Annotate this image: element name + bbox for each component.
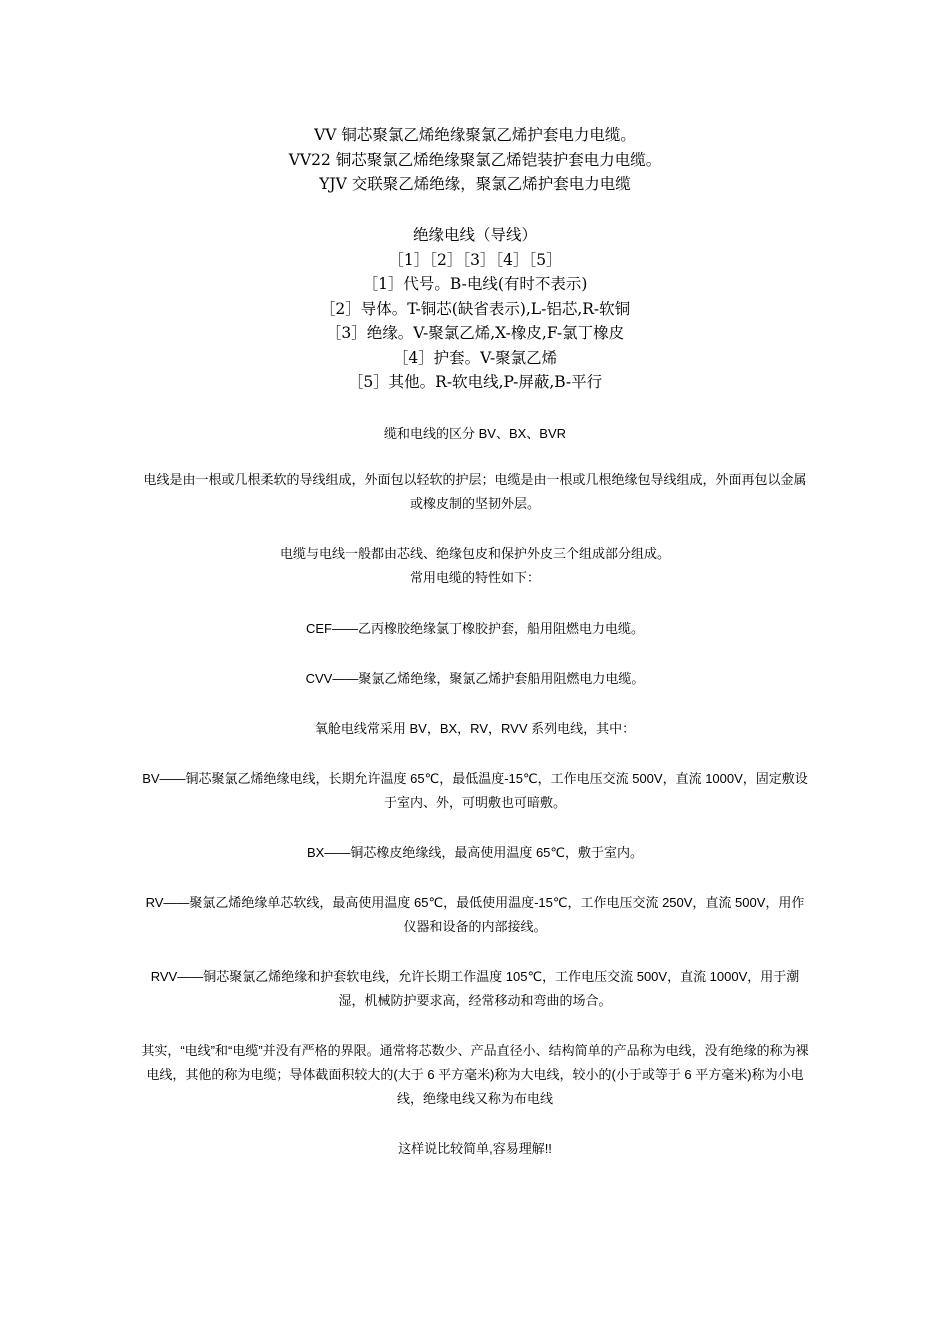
definition-paragraph: 电线是由一根或几根柔软的导线组成，外面包以轻软的护层；电缆是由一根或几根绝缘包导线组成，外面再包以金属或橡皮制的坚韧外层。	[143, 472, 807, 511]
power-cable-type-list	[0, 123, 950, 197]
wire-vs-cable-note: 其实，“电线”和“电缆”并没有严格的界限。通常将芯数少、产品直径小、结构简单的产品称为电线，没有绝缘的称为裸电线，其他的称为电缆；导体截面积较大的(大于 6 平方毫米)称为大电线，较小的(小于或等于 6 平方毫米)称为小电线，绝缘电线又称为布电线	[141, 1043, 809, 1106]
rv-paragraph: RV——聚氯乙烯绝缘单芯软线，最高使用温度 65℃，最低使用温度-15℃，工作电压交流 250V，直流 500V，用作仪器和设备的内部接线。	[145, 895, 805, 934]
rvv-paragraph: RVV——铜芯聚氯乙烯绝缘和护套软电线，允许长期工作温度 105℃，工作电压交流 500V，直流 1000V，用于潮湿，机械防护要求高，经常移动和弯曲的场合。	[150, 969, 800, 1008]
wire-spec-item-sheath: ［4］护套。V-聚氯乙烯	[392, 348, 558, 367]
oxygen-cabin-paragraph: 氧舱电线常采用 BV，BX，RV，RVV 系列电线，其中：	[314, 721, 636, 736]
cable-type-vv: VV 铜芯聚氯乙烯绝缘聚氯乙烯护套电力电缆。	[314, 126, 636, 144]
cable-type-yjv: YJV 交联聚乙烯绝缘，聚氯乙烯护套电力电缆	[319, 175, 631, 193]
wire-spec-item-conductor: ［2］导体。T-铜芯(缺省表示),L-铝芯,R-软铜	[319, 299, 631, 318]
bx-paragraph: BX——铜芯橡皮绝缘线，最高使用温度 65℃，敷于室内。	[306, 845, 643, 860]
wire-spec-title: 绝缘电线（导线）	[412, 226, 537, 244]
wire-spec-item-other: ［5］其他。R-软电线,P-屏蔽,B-平行	[347, 373, 603, 391]
composition-paragraph	[140, 542, 810, 590]
insulated-wire-spec	[0, 223, 950, 395]
bv-paragraph: BV——铜芯聚氯乙烯绝缘电线，长期允许温度 65℃，最低温度-15℃，工作电压交流 500V，直流 1000V，固定敷设于室内、外，可明敷也可暗敷。	[142, 771, 808, 810]
cef-paragraph: CEF——乙丙橡胶绝缘氯丁橡胶护套，船用阻燃电力电缆。	[305, 621, 644, 636]
cable-type-vv22: VV22 铜芯聚氯乙烯绝缘聚氯乙烯铠装护套电力电缆。	[288, 150, 662, 169]
section-heading: 缆和电线的区分 BV、BX、BVR	[383, 426, 567, 441]
wire-spec-item-insulation: ［3］绝缘。V-聚氯乙烯,X-橡皮,F-氯丁橡皮	[325, 324, 625, 342]
cvv-paragraph: CVV——聚氯乙烯绝缘，聚氯乙烯护套船用阻燃电力电缆。	[305, 671, 645, 686]
closing-remark: 这样说比较简单,容易理解!!	[398, 1141, 552, 1156]
composition-line: 电缆与电线一般都由芯线、绝缘包皮和保护外皮三个组成部分组成。	[279, 546, 670, 561]
wire-spec-item-code: ［1］代号。B-电线(有时不表示)	[362, 275, 588, 293]
characteristics-intro: 常用电缆的特性如下：	[409, 570, 540, 585]
wire-spec-pattern: ［1］［2］［3］［4］［5］	[388, 250, 562, 269]
